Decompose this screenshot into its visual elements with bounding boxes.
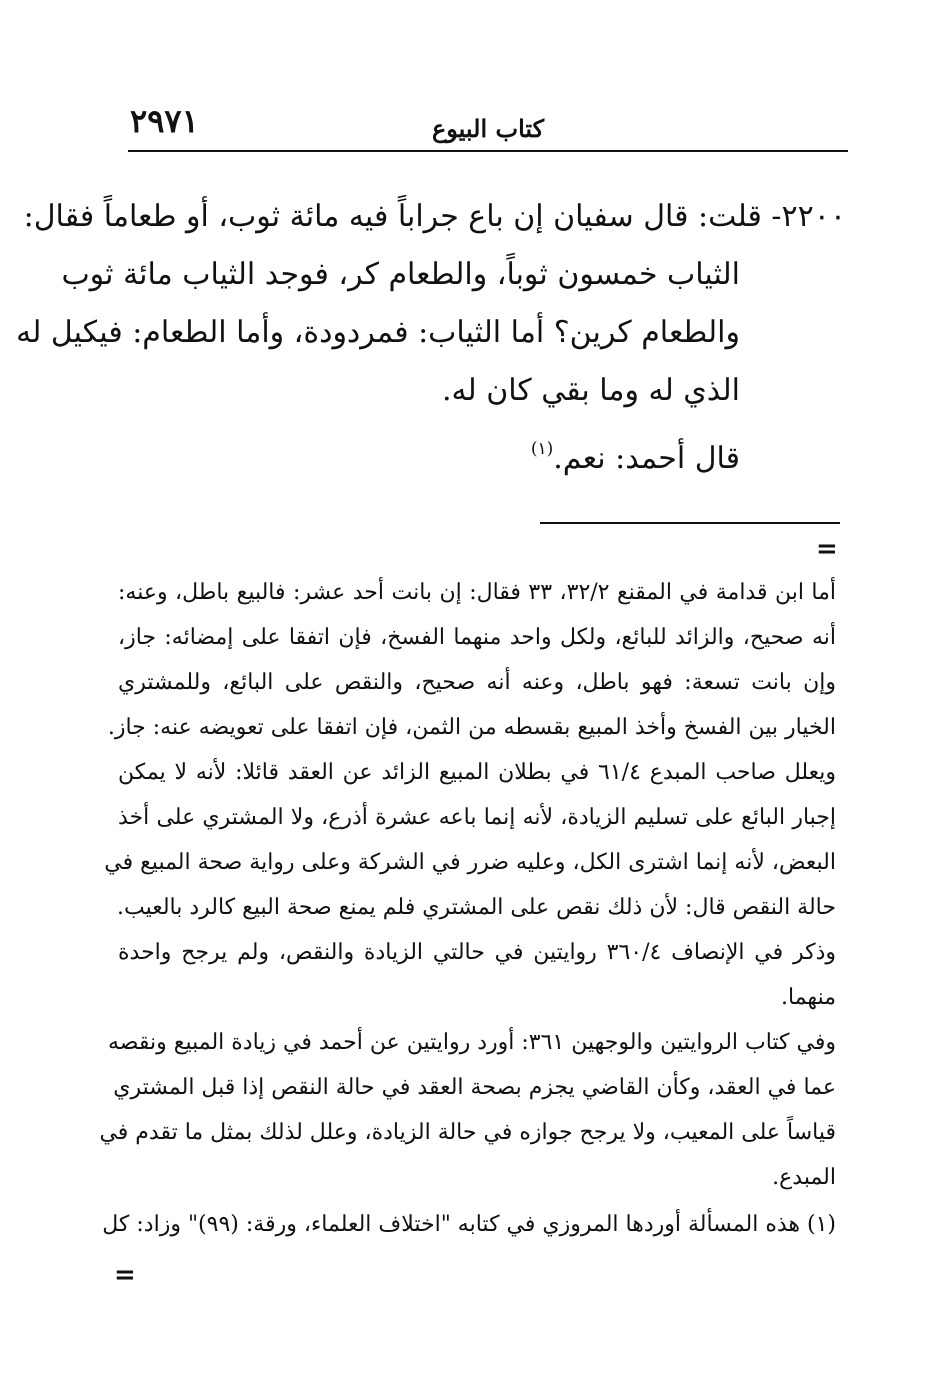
page-header xyxy=(128,96,848,152)
main-text-line: الذي له وما بقي كان له. xyxy=(441,373,740,408)
note-line: عما في العقد، وكأن القاضي يجزم بصحة العقد في حالة النقص إذا قبل المشتري xyxy=(113,1075,836,1100)
main-text-line: والطعام كرين؟ أما الثياب: فمردودة، وأما الطعام: فيكيل له xyxy=(16,315,740,350)
note-line: أما ابن قدامة في المقنع ٣٢/٢، ٣٣ فقال: إن بانت أحد عشر: فالبيع باطل، وعنه: xyxy=(118,580,837,605)
continuation-mark-bottom: = xyxy=(114,1260,136,1290)
header-divider xyxy=(128,150,848,152)
book-title: كتاب البيوع xyxy=(431,114,545,143)
note-line: المبدع. xyxy=(772,1165,836,1190)
note-line: إجبار البائع على تسليم الزيادة، لأنه إنما باعه عشرة أذرع، ولا المشتري على أخذ xyxy=(118,805,836,830)
continuation-mark-top: = xyxy=(816,534,838,564)
footnote-separator xyxy=(540,522,840,524)
main-text xyxy=(16,188,846,478)
note-line: وإن بانت تسعة: فهو باطل، وعنه أنه صحيح، والنقص على البائع، وللمشتري xyxy=(118,670,836,695)
notes-text xyxy=(99,570,837,1247)
page-number: ٢٩٧١ xyxy=(130,102,199,140)
note-line: أنه صحيح، والزائد للبائع، ولكل واحد منهما الفسخ، فإن اتفقا على إمضائه: جاز، xyxy=(118,625,836,650)
note-line: قياساً على المعيب، ولا يرجح جوازه في حالة الزيادة، وعلل لذلك بمثل ما تقدم في xyxy=(99,1120,836,1145)
note-line: منهما. xyxy=(781,985,836,1010)
note-line: الخيار بين الفسخ وأخذ المبيع بقسطه من الثمن، فإن اتفقا على تعويضه عنه: جاز. xyxy=(107,715,836,740)
note-line: وفي كتاب الروايتين والوجهين ٣٦١: أورد روايتين عن أحمد في زيادة المبيع ونقصه xyxy=(108,1030,836,1055)
footnote-reference[interactable]: (١) xyxy=(530,439,554,459)
main-text-line: الثياب خمسون ثوباً، والطعام كر، فوجد الثياب مائة ثوب xyxy=(61,257,740,292)
note-line: وذكر في الإنصاف ٣٦٠/٤ روايتين في حالتي الزيادة والنقص، ولم يرجح واحدة xyxy=(118,940,836,965)
main-text-line: ٢٢٠٠- قلت: قال سفيان إن باع جراباً فيه مائة ثوب، أو طعاماً فقال: xyxy=(23,199,846,234)
note-line: ويعلل صاحب المبدع ٦١/٤ في بطلان المبيع الزائد عن العقد قائلا: لأنه لا يمكن xyxy=(118,760,837,785)
note-line: حالة النقص قال: لأن ذلك نقص على المشتري فلم يمنع صحة البيع كالرد بالعيب. xyxy=(116,895,836,920)
note-line: البعض، لأنه إنما اشترى الكل، وعليه ضرر في الشركة وعلى رواية صحة المبيع في xyxy=(104,850,836,875)
main-text-line-with-ref xyxy=(118,420,740,478)
footnote-text: (١) هذه المسألة أوردها المروزي في كتابه "اختلاف العلماء، ورقة: (٩٩)" وزاد: كل xyxy=(102,1212,836,1237)
main-text-line: قال أحمد: نعم. xyxy=(553,441,740,476)
